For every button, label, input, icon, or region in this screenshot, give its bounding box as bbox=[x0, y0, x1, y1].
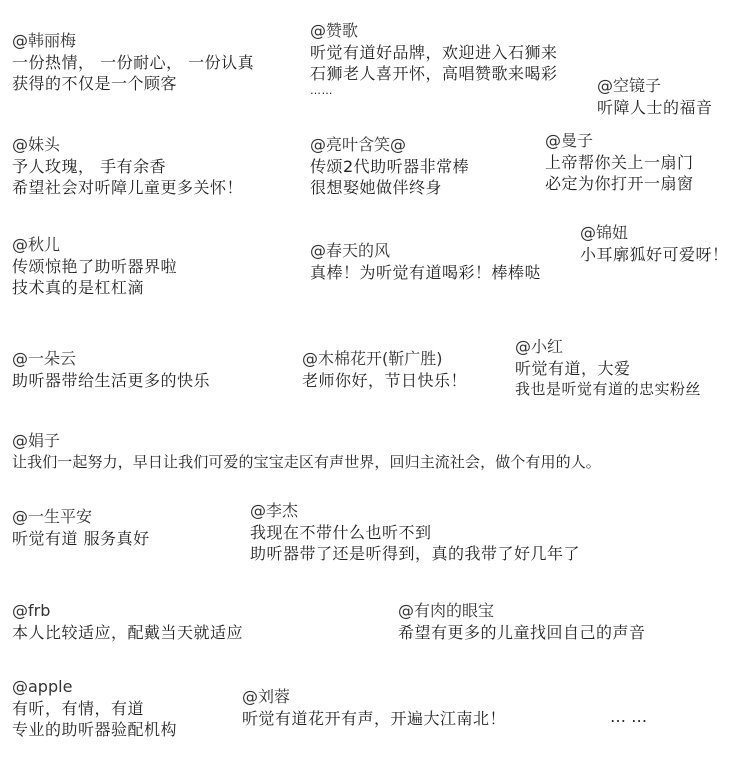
note-line: 听觉有道 服务真好 bbox=[12, 528, 150, 548]
note-line: 专业的助听器验配机构 bbox=[12, 720, 178, 740]
note-author: @秋儿 bbox=[12, 235, 61, 254]
note-author: @空镜子 bbox=[597, 76, 662, 95]
note-author: @妹头 bbox=[12, 135, 61, 154]
note-yisheng-pingan bbox=[12, 506, 150, 549]
note-line: 一份热情， 一份耐心， 一份认真 bbox=[12, 52, 255, 72]
note-line: 予人玫瑰， 手有余香 bbox=[12, 156, 167, 176]
note-xiaohong bbox=[515, 336, 701, 399]
note-han-limei bbox=[12, 30, 254, 95]
note-author: @曼子 bbox=[545, 131, 594, 150]
note-line: 本人比较适应，配戴当天就适应 bbox=[12, 622, 244, 642]
note-line: 传颂2代助听器非常棒 bbox=[310, 156, 470, 176]
note-manzi bbox=[545, 130, 694, 195]
note-author: @小红 bbox=[515, 337, 564, 356]
note-kong-jingzi bbox=[597, 75, 713, 118]
note-mumian-huakai bbox=[302, 348, 467, 391]
note-author: @赞歌 bbox=[310, 21, 359, 40]
note-line: 老师你好，节日快乐！ bbox=[302, 370, 468, 390]
note-line: 传颂惊艳了助听器界啦 bbox=[12, 256, 178, 276]
note-qiuer bbox=[12, 234, 177, 299]
note-line: 石狮老人喜开怀，高唱赞歌来喝彩 bbox=[310, 64, 558, 84]
note-liangye-hanxiao bbox=[310, 134, 469, 199]
note-author: @木棉花开(靳广胜) bbox=[302, 349, 443, 368]
note-line: …… bbox=[310, 83, 333, 97]
note-line: 真棒！为听觉有道喝彩！棒棒哒 bbox=[310, 262, 542, 282]
note-line: 必定为你打开一扇窗 bbox=[545, 174, 694, 194]
note-zange bbox=[310, 20, 558, 96]
note-meitou bbox=[12, 134, 243, 199]
note-author: @apple bbox=[12, 677, 73, 696]
note-author: @娟子 bbox=[12, 431, 61, 450]
note-lijie bbox=[250, 500, 580, 565]
note-jinniu bbox=[580, 222, 729, 265]
note-line: 获得的不仅是一个顾客 bbox=[12, 74, 178, 94]
note-line: 小耳廓狐好可爱呀！ bbox=[580, 244, 729, 264]
note-author: @一朵云 bbox=[12, 349, 77, 368]
note-author: @frb bbox=[12, 601, 51, 620]
note-line: 我也是听觉有道的忠实粉丝 bbox=[515, 380, 702, 399]
note-line: 助听器带给生活更多的快乐 bbox=[12, 370, 211, 390]
note-liurong bbox=[242, 686, 506, 729]
note-line: 听觉有道好品牌，欢迎进入石狮来 bbox=[310, 42, 558, 62]
note-author: @锦妞 bbox=[580, 223, 629, 242]
note-line: 听觉有道花开有声，开遍大江南北！ bbox=[242, 708, 507, 728]
note-author: @一生平安 bbox=[12, 507, 93, 526]
note-apple bbox=[12, 676, 177, 741]
note-frb bbox=[12, 600, 243, 643]
note-line: 上帝帮你关上一扇门 bbox=[545, 152, 694, 172]
note-author: @春天的风 bbox=[310, 241, 391, 260]
note-yourou-de-yanbao bbox=[398, 600, 646, 643]
note-line: 有听，有情，有道 bbox=[12, 698, 145, 718]
trailing-ellipsis: … … bbox=[610, 707, 648, 726]
note-author: @亮叶含笑@ bbox=[310, 135, 407, 154]
note-yiduoyun bbox=[12, 348, 210, 391]
note-juanzi bbox=[12, 430, 601, 472]
note-line: 希望有更多的儿童找回自己的声音 bbox=[398, 622, 646, 642]
note-line: 我现在不带什么也听不到 bbox=[250, 522, 432, 542]
note-author: @李杰 bbox=[250, 501, 299, 520]
note-line: 听障人士的福音 bbox=[597, 97, 713, 117]
note-line: 听觉有道，大爱 bbox=[515, 358, 631, 378]
note-author: @韩丽梅 bbox=[12, 31, 77, 50]
note-line: 很想娶她做伴终身 bbox=[310, 178, 443, 198]
note-author: @有肉的眼宝 bbox=[398, 601, 495, 620]
note-author: @刘蓉 bbox=[242, 687, 291, 706]
note-line: 让我们一起努力，早日让我们可爱的宝宝走区有声世界，回归主流社会，做个有用的人。 bbox=[12, 452, 601, 471]
note-line: 希望社会对听障儿童更多关怀！ bbox=[12, 178, 244, 198]
note-line: 助听器带了还是听得到，真的我带了好几年了 bbox=[250, 544, 581, 564]
note-line: 技术真的是杠杠滴 bbox=[12, 278, 145, 298]
note-chuntian-de-feng bbox=[310, 240, 541, 283]
